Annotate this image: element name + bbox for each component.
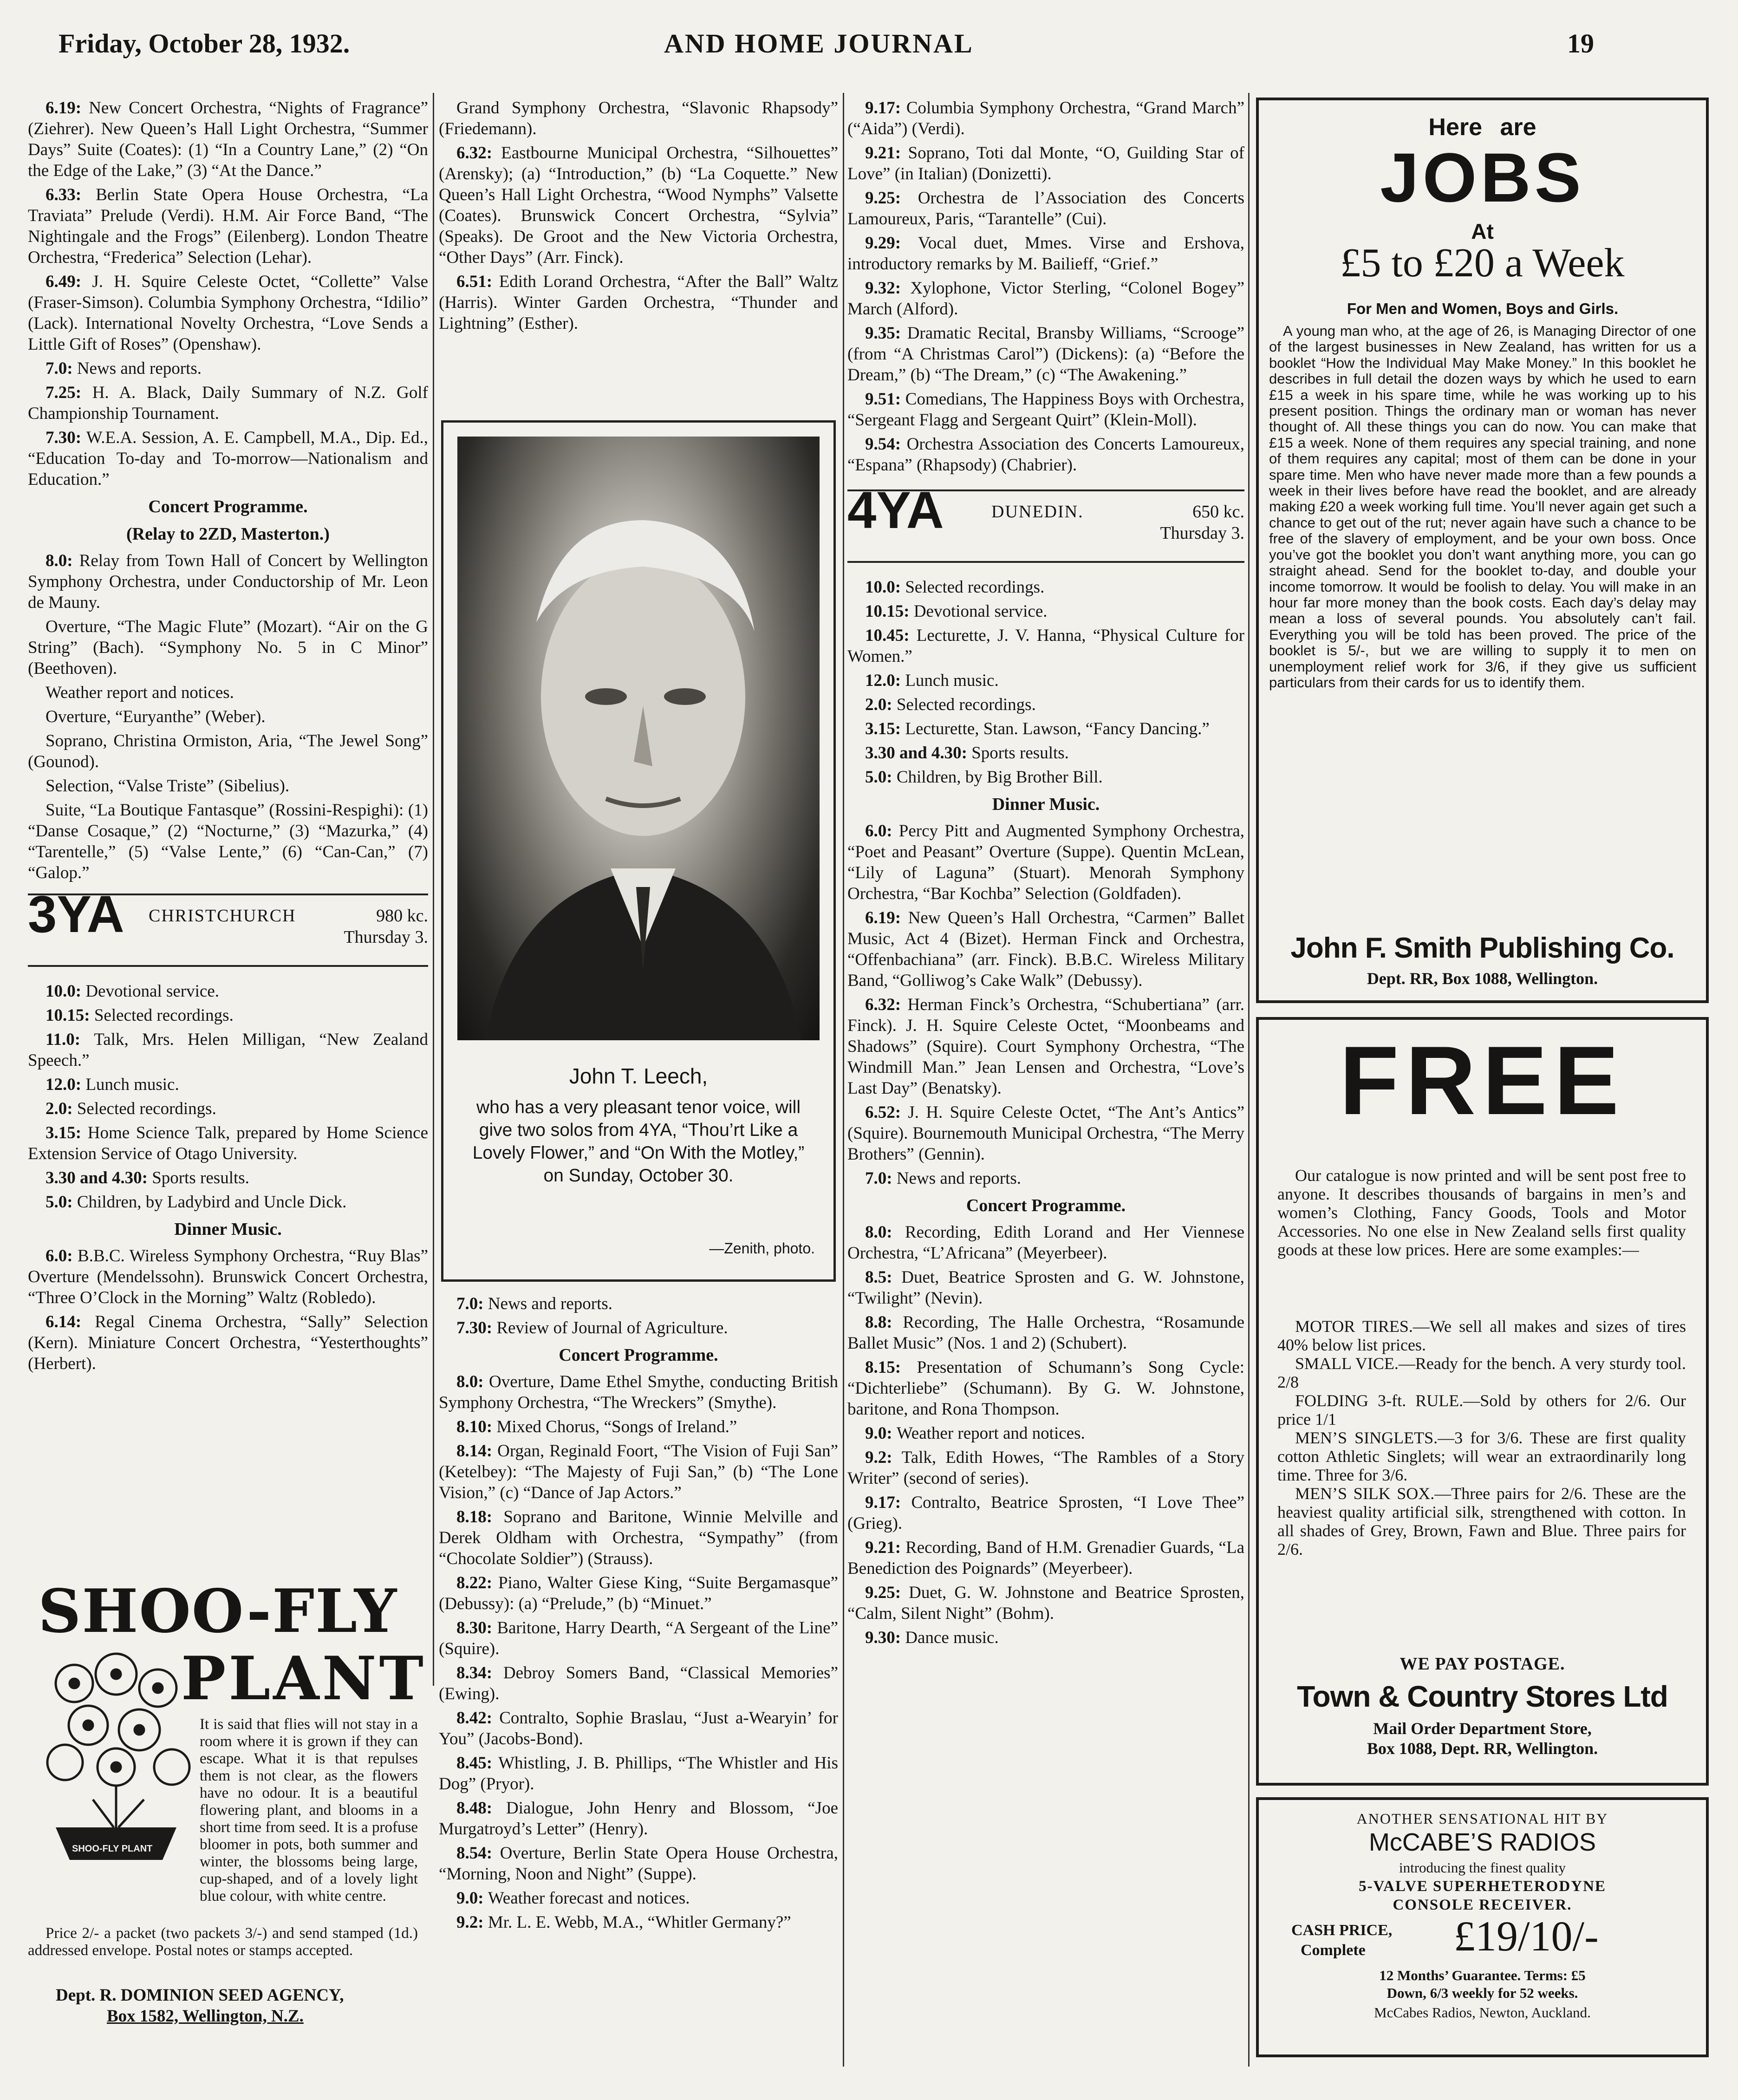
programme-time: 6.32:: [456, 143, 501, 163]
programme-time: 2.0:: [46, 1099, 77, 1118]
programme-item: [28, 550, 428, 613]
mccabe-line-2: McCABE’S RADIOS: [1368, 1828, 1596, 1856]
free-intro: Our catalogue is now printed and will be sent post free to anyone. It describes thousands of bargains in men’s and women’s Clothing, Fancy Goods, Tools and Motor Accessories. No one else in New Zealand sells first quality goods at these low prices. Here are some examples:—: [1277, 1166, 1686, 1259]
programme-time: 9.54:: [865, 435, 907, 454]
programme-time: 2.0:: [865, 695, 897, 714]
programme-item: [439, 1441, 838, 1503]
programme-text: Overture, “The Magic Flute” (Mozart). “Air on the G String” (Bach). “Symphony No. 5 in C Minor” (Beethoven).: [28, 617, 428, 678]
programme-item: [28, 1029, 428, 1071]
header-masthead: AND HOME JOURNAL: [664, 28, 974, 59]
programme-time: 7.30:: [46, 428, 86, 447]
programme-item: [847, 1447, 1244, 1489]
programme-time: 9.30:: [865, 1628, 905, 1647]
mccabe-terms-1: 12 Months’ Guarantee. Terms: £5: [1379, 1967, 1586, 1983]
programme-text: Berlin State Opera House Orchestra, “La Traviata” Prelude (Verdi). H.M. Air Force Band, “The Nightingale and the Frogs” (Eilenberg). London Theatre Orchestra, “Frederica” Selection (Lehar).: [28, 185, 428, 267]
programme-item: [28, 1074, 428, 1095]
programme-item: [847, 1492, 1244, 1534]
programme-text: Dialogue, John Henry and Blossom, “Joe Murgatroyd’s Letter” (Henry).: [439, 1799, 838, 1839]
programme-item: [439, 1912, 838, 1933]
shoofly-price: Price 2/- a packet (two packets 3/-) and send stamped (1d.) addressed envelope. Postal notes or stamps accepted.: [28, 1925, 418, 1959]
programme-text: Contralto, Beatrice Sprosten, “I Love Thee” (Grieg).: [847, 1493, 1244, 1533]
programme-text: Overture, Berlin State Opera House Orchestra, “Morning, Noon and Night” (Suppe).: [439, 1844, 839, 1884]
programme-item: [847, 143, 1244, 184]
programme-time: 3.15:: [46, 1123, 88, 1142]
jobs-pay: £5 to £20 a Week: [1340, 241, 1625, 286]
jobs-for: For Men and Women, Boys and Girls.: [1347, 300, 1619, 317]
programme-time: 9.2:: [865, 1448, 902, 1467]
photo-caption: who has a very pleasant tenor voice, will give two solos from 4YA, “Thou’rt Like a Lovely Flower,” and “On With the Motley,” on Sunday, October 30.: [472, 1097, 805, 1186]
programme-text: Selection, “Valse Triste” (Sibelius).: [46, 776, 290, 796]
jobs-dept: Dept. RR, Box 1088, Wellington.: [1367, 969, 1598, 988]
programme-item: [439, 1371, 838, 1413]
programme-time: 6.19:: [46, 98, 89, 117]
col2-list-bottom: [439, 1371, 838, 1933]
programme-text: Edith Lorand Orchestra, “After the Ball” Waltz (Harris). Winter Garden Orchestra, “Thunder and Lightning” (Esther).: [439, 272, 838, 333]
programme-text: Recording, The Halle Orchestra, “Rosamunde Ballet Music” (Nos. 1 and 2) (Schubert).: [847, 1313, 1244, 1353]
programme-item: [847, 1102, 1244, 1165]
shoofly-dept: Dept. R. DOMINION SEED AGENCY,: [56, 1986, 344, 2005]
programme-text: Soprano, Toti dal Monte, “O, Guilding Star of Love” (in Italian) (Donizetti).: [847, 143, 1244, 183]
programme-item: [28, 358, 428, 379]
mccabe-complete: Complete: [1301, 1942, 1366, 1959]
free-postage: WE PAY POSTAGE.: [1400, 1654, 1565, 1674]
programme-text: Herman Finck’s Orchestra, “Schubertiana” (arr. Finck). J. H. Squire Celeste Octet, “Moonbeams and Shadows” (Squire). Court Symphony Orchestra, “The Windmill Man.” Jean Lensen and Orchestra, “Love’s Last Day” (Benatsky).: [847, 995, 1244, 1098]
programme-time: 10.45:: [865, 626, 917, 645]
programme-text: Suite, “La Boutique Fantasque” (Rossini-Respighi): (1) “Danse Cosaque,” (2) “Nocturne,” (3) “Mazurka,” (4) “Tarentelle,” (5) “Valse Lente,” (6) “Can-Can,” (7) “Galop.”: [28, 801, 428, 882]
col3-list-top: [847, 98, 1244, 476]
programme-item: [847, 1168, 1244, 1189]
programme-time: 11.0:: [46, 1030, 94, 1049]
programme-item: [847, 577, 1244, 598]
programme-text: Review of Journal of Agriculture.: [496, 1318, 728, 1337]
programme-text: News and reports.: [488, 1294, 613, 1313]
programme-item: [847, 1222, 1244, 1264]
programme-text: Mixed Chorus, “Songs of Ireland.”: [496, 1417, 737, 1436]
programme-item: [439, 1798, 838, 1839]
dinner-heading: Dinner Music.: [992, 795, 1100, 814]
shoofly-body: It is said that flies will not stay in a room where it is grown if they can escape. What it is that repulses them is not clear, as the flowers have no odour. It is a beautiful flowering plant, and blooms in a short time from seed. It is a profuse bloomer in pots, both summer and winter, the blossoms being large, cup-shaped, and of a lovely light blue colour, with white centre.: [200, 1716, 418, 1904]
programme-time: 6.49:: [46, 272, 92, 291]
programme-item: [847, 743, 1244, 763]
programme-item: [28, 1311, 428, 1374]
programme-text: Lecturette, J. V. Hanna, “Physical Culture for Women.”: [847, 626, 1245, 666]
programme-item: [847, 434, 1244, 476]
free-store: Town & Country Stores Ltd: [1297, 1680, 1668, 1713]
programme-text: J. H. Squire Celeste Octet, “Collette” Valse (Fraser-Simson). Columbia Symphony Orchestra, “Idilio” (Lack). International Novelty Orchestra, “Love Sends a Little Gift of Roses” (Openshaw).: [28, 272, 428, 354]
programme-text: W.E.A. Session, A. E. Campbell, M.A., Dip. Ed., “Education To-day and To-morrow—Nationalism and Education.”: [28, 428, 428, 489]
col1-list-a: [28, 98, 428, 490]
programme-item: [847, 670, 1244, 691]
programme-text: Columbia Symphony Orchestra, “Grand March” (“Aida”) (Verdi).: [847, 98, 1244, 138]
programme-item: [439, 271, 838, 334]
programme-text: Contralto, Sophie Braslau, “Just a-Wearyin’ for You” (Jacobs-Bond).: [439, 1709, 839, 1748]
programme-item: [28, 1246, 428, 1308]
jobs-big: JOBS: [1380, 138, 1585, 216]
programme-item: [847, 1423, 1244, 1444]
station-frequency: 980 kc.: [376, 906, 428, 926]
programme-time: 8.0:: [456, 1372, 489, 1391]
shoofly-title-1: SHOO-FLY: [38, 1577, 398, 1646]
programme-text: Sports results.: [152, 1168, 249, 1187]
station-call: 4YA: [847, 481, 944, 539]
programme-item: [28, 271, 428, 355]
programme-time: 6.0:: [865, 822, 899, 841]
programme-item: [439, 1663, 838, 1704]
programme-item: [847, 601, 1244, 622]
programme-time: 9.0:: [456, 1889, 488, 1908]
programme-time: 8.0:: [865, 1223, 905, 1242]
free-addr-1: Mail Order Department Store,: [1373, 1719, 1592, 1738]
programme-text: Devotional service.: [85, 982, 219, 1001]
mccabe-line-5: CONSOLE RECEIVER.: [1393, 1897, 1572, 1913]
programme-item: [847, 188, 1244, 229]
programme-text: Selected recordings.: [94, 1006, 234, 1025]
programme-text: Mr. L. E. Webb, M.A., “Whitler Germany?”: [488, 1913, 791, 1932]
portrait-photo: [457, 437, 820, 1040]
programme-item: [28, 800, 428, 883]
programme-item: [847, 233, 1244, 274]
col3-list-dinner: [847, 821, 1244, 1189]
col2-list-top: [439, 98, 838, 334]
programme-text: Regal Cinema Orchestra, “Sally” Selection (Kern). Miniature Concert Orchestra, “Yesterthoughts” (Herbert).: [28, 1312, 428, 1373]
dinner-heading: Dinner Music.: [174, 1220, 282, 1239]
programme-time: 7.30:: [456, 1318, 497, 1337]
programme-text: Talk, Edith Howes, “The Rambles of a Story Writer” (second of series).: [847, 1448, 1244, 1488]
programme-time: 3.30 and 4.30:: [46, 1168, 152, 1187]
station-header-4ya: [847, 481, 1244, 563]
column-2: [439, 98, 838, 337]
programme-time: 8.54:: [456, 1844, 500, 1863]
photo-panel: [441, 420, 836, 1282]
free-addr-2: Box 1088, Dept. RR, Wellington.: [1367, 1739, 1598, 1758]
programme-text: News and reports.: [896, 1169, 1022, 1188]
programme-time: 12.0:: [46, 1075, 86, 1094]
bargain-item: MOTOR TIRES.—We sell all makes and sizes of tires 40% below list prices.: [1277, 1317, 1686, 1354]
column-2-lower: [439, 1293, 838, 1936]
programme-text: Soprano and Baritone, Winnie Melville and Derek Oldham with Orchestra, “Sympathy” (from “Chocolate Soldier”) (Strauss).: [439, 1507, 838, 1568]
programme-item: [28, 1098, 428, 1119]
programme-time: 8.15:: [865, 1358, 917, 1377]
programme-text: Devotional service.: [913, 602, 1048, 621]
column-1: [28, 98, 428, 1377]
programme-time: 8.45:: [456, 1754, 499, 1773]
programme-text: Debroy Somers Band, “Classical Memories” (Ewing).: [439, 1663, 838, 1703]
programme-item: [439, 1708, 838, 1749]
programme-time: 9.21:: [865, 143, 908, 163]
programme-item: [28, 382, 428, 424]
programme-item: [28, 1167, 428, 1188]
programme-time: 8.14:: [456, 1441, 498, 1461]
col1-list-c: [28, 981, 428, 1213]
programme-time: 8.0:: [46, 551, 79, 570]
station-frequency: 650 kc.: [1192, 502, 1244, 522]
programme-time: 8.34:: [456, 1663, 503, 1683]
concert-heading: Concert Programme.: [966, 1196, 1126, 1215]
station-city: CHRISTCHURCH: [149, 906, 296, 926]
programme-time: 5.0:: [46, 1193, 77, 1212]
programme-text: J. H. Squire Celeste Octet, “The Ant’s Antics” (Squire). Bournemouth Municipal Orchestra, “The Merry Brothers” (Gennin).: [847, 1103, 1244, 1164]
programme-text: New Queen’s Hall Orchestra, “Carmen” Ballet Music, Act 4 (Bizet). Herman Finck and Orchestra, “Offenbachiana” (arr. Finck). B.B.C. Wireless Military Band, “Golliwog’s Cake Walk” (Debussy).: [847, 908, 1245, 990]
programme-time: 10.15:: [46, 1006, 94, 1025]
programme-time: 12.0:: [865, 671, 905, 690]
programme-text: B.B.C. Wireless Symphony Orchestra, “Ruy Blas” Overture (Mendelssohn). Brunswick Concert Orchestra, “Three O’Clock in the Morning” Waltz (Robledo).: [28, 1246, 428, 1307]
programme-text: News and reports.: [77, 359, 202, 378]
programme-item: [439, 1888, 838, 1909]
programme-time: 9.17:: [865, 98, 906, 117]
programme-time: 8.8:: [865, 1313, 903, 1332]
programme-item: [439, 1572, 838, 1614]
mccabe-line-3: introducing the finest quality: [1399, 1859, 1566, 1876]
flower-plant-illustration: [37, 1646, 195, 1865]
programme-time: 7.0:: [865, 1169, 897, 1188]
programme-item: [847, 278, 1244, 320]
mccabe-address: McCabes Radios, Newton, Auckland.: [1374, 2004, 1591, 2021]
programme-item: [439, 1617, 838, 1659]
programme-text: Dramatic Recital, Bransby Williams, “Scrooge” (from “A Christmas Carol”) (Dickens): (a) “Before the Dream,” (b) “The Dream,” (c) “The Awakening.”: [847, 324, 1244, 385]
mccabe-price: £19/10/-: [1454, 1912, 1599, 1960]
column-rule: [1248, 93, 1250, 2067]
programme-text: Relay from Town Hall of Concert by Wellington Symphony Orchestra, under Conductorship of Mr. Leon de Mauny.: [28, 551, 428, 612]
programme-item: [847, 994, 1244, 1099]
programme-time: 10.15:: [865, 602, 914, 621]
programme-text: Soprano, Christina Ormiston, Aria, “The Jewel Song” (Gounod).: [28, 731, 428, 771]
programme-item: [847, 625, 1244, 667]
programme-text: Xylophone, Victor Sterling, “Colonel Bogey” March (Alford).: [847, 279, 1244, 319]
programme-time: 8.18:: [456, 1507, 504, 1526]
programme-time: 8.30:: [456, 1618, 497, 1637]
programme-text: Eastbourne Municipal Orchestra, “Silhouettes” (Arensky); (a) “Introduction,” (b) “La Coquette.” New Queen’s Hall Light Orchestra, “Wood Nymphs” Valsette (Coates). Brunswick Concert Orchestra, “Sylvia” (Speaks). De Groot and the New Victoria Orchestra, “Other Days” (Arr. Finck).: [439, 143, 839, 267]
programme-item: [847, 1357, 1244, 1420]
col3-list-concert: [847, 1222, 1244, 1648]
free-ad: [1256, 1017, 1709, 1786]
programme-item: [439, 143, 838, 268]
programme-time: 3.30 and 4.30:: [865, 743, 972, 763]
col3-list-mid: [847, 577, 1244, 788]
programme-text: Lunch music.: [905, 671, 999, 690]
programme-item: [439, 1507, 838, 1569]
col1-list-d: [28, 1246, 428, 1374]
programme-time: 10.0:: [46, 982, 86, 1001]
programme-text: Duet, Beatrice Sprosten and G. W. Johnstone, “Twilight” (Nevin).: [847, 1268, 1244, 1308]
programme-text: Selected recordings.: [77, 1099, 216, 1118]
programme-item: [847, 1267, 1244, 1309]
programme-item: [28, 98, 428, 181]
programme-time: 10.0:: [865, 578, 905, 597]
programme-time: 9.29:: [865, 234, 918, 253]
free-big: FREE: [1339, 1026, 1626, 1135]
programme-item: [847, 821, 1244, 904]
header-page-number: 19: [1567, 28, 1594, 59]
programme-item: [847, 718, 1244, 739]
station-header-3ya: [28, 885, 428, 967]
programme-time: 9.21:: [865, 1538, 906, 1557]
programme-time: 6.51:: [456, 272, 499, 291]
programme-text: Percy Pitt and Augmented Symphony Orchestra, “Poet and Peasant” Overture (Suppe). Quentin McLean, “Lily of Laguna” (Stuart). Menorah Symphony Orchestra, “Bar Kochba” Selection (Goldfaden).: [847, 822, 1244, 903]
programme-text: Weather forecast and notices.: [488, 1889, 690, 1908]
programme-item: [847, 1627, 1244, 1648]
programme-text: Home Science Talk, prepared by Home Science Extension Service of Otago University.: [28, 1123, 428, 1163]
programme-text: Overture, “Euryanthe” (Weber).: [46, 707, 266, 726]
programme-text: Organ, Reginald Foort, “The Vision of Fuji San” (Ketelbey): “The Majesty of Fuji San,” (b) “The Lone Vision,” (c) “Dance of Jap Actors.”: [439, 1441, 838, 1502]
header-date: Friday, October 28, 1932.: [59, 28, 350, 59]
col1-list-b: [28, 550, 428, 883]
jobs-body: A young man who, at the age of 26, is Managing Director of one of the largest businesses in New Zealand, has written for us a booklet “How the Individual May Make Money.” In this booklet he describes in full detail the dozen ways by which he used to earn £15 a week in his spare time, while he was working up to his present position. Things the ordinary man or woman has never thought of. All these things you can do now. You can make that £15 a week. None of them requires any special training, and none of them requires any capital; most of them can be done in your spare time. Men who have never made more than a few pounds a week in their lives before have read the booklet, and are already making £20 a week working full time. You’ll never again get such a chance to get out of the rut; never again have such a chance to be free of the slavery of employment, and be your own boss. Once you’ve got the booklet you don’t want anything more, you can go straight ahead. Send for the booklet to-day, and double your income tomorrow. It would be foolish to delay. You will make in an hour far more money than the book costs. Each day’s delay may mean a loss of several pounds. You absolutely can’t fail. Everything you will be told has been proved. The price of the booklet is 5/-, but we are willing to supply it to men on unemployment relief work for 3/6, if they give us sufficient particulars from their cards for us to identify them.: [1269, 323, 1696, 691]
programme-item: [847, 1312, 1244, 1354]
programme-time: 8.5:: [865, 1268, 902, 1287]
programme-item: [28, 427, 428, 490]
programme-item: [439, 1317, 838, 1338]
programme-time: 8.48:: [456, 1799, 507, 1818]
programme-text: Piano, Walter Giese King, “Suite Bergamasque” (Debussy): (a) “Prelude,” (b) “Minuet.”: [439, 1573, 838, 1613]
programme-text: Dance music.: [905, 1628, 999, 1647]
photo-name: John T. Leech,: [569, 1064, 708, 1088]
programme-time: 9.25:: [865, 189, 918, 208]
mccabe-terms-2: Down, 6/3 weekly for 52 weeks.: [1386, 1985, 1578, 2001]
concert-heading: Concert Programme.: [148, 497, 308, 516]
programme-text: Duet, G. W. Johnstone and Beatrice Sprosten, “Calm, Silent Night” (Bohm).: [847, 1583, 1244, 1623]
programme-item: [439, 1753, 838, 1794]
bargain-item: MEN’S SILK SOX.—Three pairs for 2/6. These are the heaviest quality artificial silk, strengthened with cotton. In all shades of Grey, Brown, Fawn and Blue. Three pairs for 2/6.: [1277, 1484, 1686, 1559]
programme-time: 8.42:: [456, 1709, 500, 1728]
column-3: [847, 98, 1244, 1651]
programme-text: Selected recordings.: [896, 695, 1036, 714]
programme-time: 9.25:: [865, 1583, 909, 1602]
programme-text: Recording, Band of H.M. Grenadier Guards, “La Benediction des Poignards” (Meyerbeer).: [847, 1538, 1244, 1578]
programme-item: [847, 907, 1244, 991]
programme-item: [28, 184, 428, 268]
programme-text: Presentation of Schumann’s Song Cycle: “Dichterliebe” (Schumann). By G. W. Johnstone, baritone, and Rona Thompson.: [847, 1358, 1244, 1419]
programme-item: [847, 694, 1244, 715]
mccabe-line-4: 5-VALVE SUPERHETERODYNE: [1359, 1878, 1606, 1895]
programme-time: 9.0:: [865, 1424, 897, 1443]
programme-item: [439, 1416, 838, 1437]
mccabe-line-1: ANOTHER SENSATIONAL HIT BY: [1356, 1810, 1608, 1827]
programme-time: 9.35:: [865, 324, 907, 343]
programme-text: Lunch music.: [85, 1075, 179, 1094]
programme-text: Vocal duet, Mmes. Virse and Ershova, introductory remarks by M. Bailieff, “Grief.”: [847, 234, 1244, 274]
column-rule: [433, 93, 434, 1686]
station-day: Thursday 3.: [344, 927, 428, 947]
programme-time: 9.51:: [865, 390, 905, 409]
programme-item: [847, 389, 1244, 430]
programme-time: 8.22:: [456, 1573, 498, 1592]
jobs-here: Here are: [1428, 114, 1536, 141]
programme-time: 9.32:: [865, 279, 911, 298]
programme-text: New Concert Orchestra, “Nights of Fragrance” (Ziehrer). New Queen’s Hall Light Orchestra, “Summer Days” Suite (Coates): (1) “In a Country Lane,” (2) “On the Edge of the Lake,” (3) “At the Dance.”: [28, 98, 428, 180]
programme-time: 6.52:: [865, 1103, 908, 1122]
programme-text: Orchestra Association des Concerts Lamoureux, “Espana” (Rhapsody) (Chabrier).: [847, 435, 1244, 475]
jobs-ad: [1256, 98, 1709, 1003]
programme-item: [439, 1293, 838, 1314]
programme-text: Talk, Mrs. Helen Milligan, “New Zealand Speech.”: [28, 1030, 429, 1070]
programme-text: Children, by Ladybird and Uncle Dick.: [77, 1193, 347, 1212]
jobs-company: John F. Smith Publishing Co.: [1290, 932, 1674, 964]
mccabe-ad: [1256, 1797, 1709, 2057]
programme-time: 7.25:: [46, 383, 92, 402]
programme-item: [28, 682, 428, 703]
plant-pot-label: SHOO-FLY PLANT: [72, 1844, 153, 1854]
bargain-item: SMALL VICE.—Ready for the bench. A very sturdy tool. 2/8: [1277, 1354, 1686, 1391]
programme-text: Grand Symphony Orchestra, “Slavonic Rhapsody” (Friedemann).: [439, 98, 838, 138]
column-rule: [843, 93, 844, 2067]
programme-time: 9.17:: [865, 1493, 911, 1512]
bargain-item: FOLDING 3-ft. RULE.—Sold by others for 2/6. Our price 1/1: [1277, 1391, 1686, 1428]
programme-text: Weather report and notices.: [896, 1424, 1085, 1443]
free-items: [1277, 1317, 1686, 1559]
programme-time: 6.33:: [46, 185, 96, 204]
programme-item: [439, 1843, 838, 1885]
photo-credit: —Zenith, photo.: [709, 1240, 815, 1257]
programme-item: [28, 730, 428, 772]
station-city: DUNEDIN.: [991, 502, 1084, 522]
relay-heading: (Relay to 2ZD, Masterton.): [126, 524, 330, 544]
shoofly-ad: [28, 1577, 426, 2062]
mccabe-cash: CASH PRICE,: [1291, 1922, 1393, 1939]
programme-time: 7.0:: [46, 359, 77, 378]
programme-item: [28, 1192, 428, 1213]
programme-item: [28, 981, 428, 1002]
programme-item: [847, 767, 1244, 788]
programme-item: [847, 1582, 1244, 1624]
col2-list-mid: [439, 1293, 838, 1338]
programme-text: Baritone, Harry Dearth, “A Sergeant of the Line” (Squire).: [439, 1618, 839, 1658]
programme-item: [28, 1122, 428, 1164]
programme-text: Selected recordings.: [905, 578, 1045, 597]
programme-text: Lecturette, Stan. Lawson, “Fancy Dancing.”: [905, 719, 1210, 738]
programme-text: Weather report and notices.: [46, 683, 234, 702]
programme-time: 9.2:: [456, 1913, 488, 1932]
programme-text: Recording, Edith Lorand and Her Viennese Orchestra, “L’Africana” (Meyerbeer).: [847, 1223, 1244, 1263]
programme-time: 7.0:: [456, 1294, 488, 1313]
programme-text: Overture, Dame Ethel Smythe, conducting British Symphony Orchestra, “The Wreckers” (Smythe).: [439, 1372, 838, 1412]
programme-time: 8.10:: [456, 1417, 497, 1436]
programme-time: 6.14:: [46, 1312, 95, 1331]
programme-text: Whistling, J. B. Phillips, “The Whistler and His Dog” (Pryor).: [439, 1754, 838, 1793]
programme-item: [28, 776, 428, 796]
programme-item: [847, 323, 1244, 385]
programme-item: [847, 1537, 1244, 1579]
programme-text: Children, by Big Brother Bill.: [896, 768, 1103, 787]
shoofly-title-2: PLANT: [181, 1644, 426, 1714]
programme-item: [28, 616, 428, 679]
programme-time: 3.15:: [865, 719, 905, 738]
programme-text: Sports results.: [971, 743, 1069, 763]
programme-item: [28, 1005, 428, 1026]
programme-item: [439, 98, 838, 139]
concert-heading: Concert Programme.: [559, 1345, 718, 1365]
station-day: Thursday 3.: [1160, 523, 1244, 543]
programme-text: Comedians, The Happiness Boys with Orchestra, “Sergeant Flagg and Sergeant Quirt” (Klein-Moll).: [847, 390, 1244, 430]
station-call: 3YA: [28, 885, 124, 943]
programme-text: Orchestra de l’Association des Concerts Lamoureux, Paris, “Tarantelle” (Cui).: [847, 189, 1244, 228]
programme-time: 6.32:: [865, 995, 908, 1014]
programme-item: [847, 98, 1244, 139]
programme-time: 6.0:: [46, 1246, 78, 1265]
programme-time: 6.19:: [865, 908, 908, 927]
programme-time: 5.0:: [865, 768, 897, 787]
bargain-item: MEN’S SINGLETS.—3 for 3/6. These are first quality cotton Athletic Singlets; will wear an extraordinarily long time. Three for 3/6.: [1277, 1428, 1686, 1484]
shoofly-box: Box 1582, Wellington, N.Z.: [107, 2007, 304, 2026]
programme-item: [28, 706, 428, 727]
jobs-at: At: [1471, 219, 1494, 243]
programme-text: H. A. Black, Daily Summary of N.Z. Golf Championship Tournament.: [28, 383, 428, 423]
